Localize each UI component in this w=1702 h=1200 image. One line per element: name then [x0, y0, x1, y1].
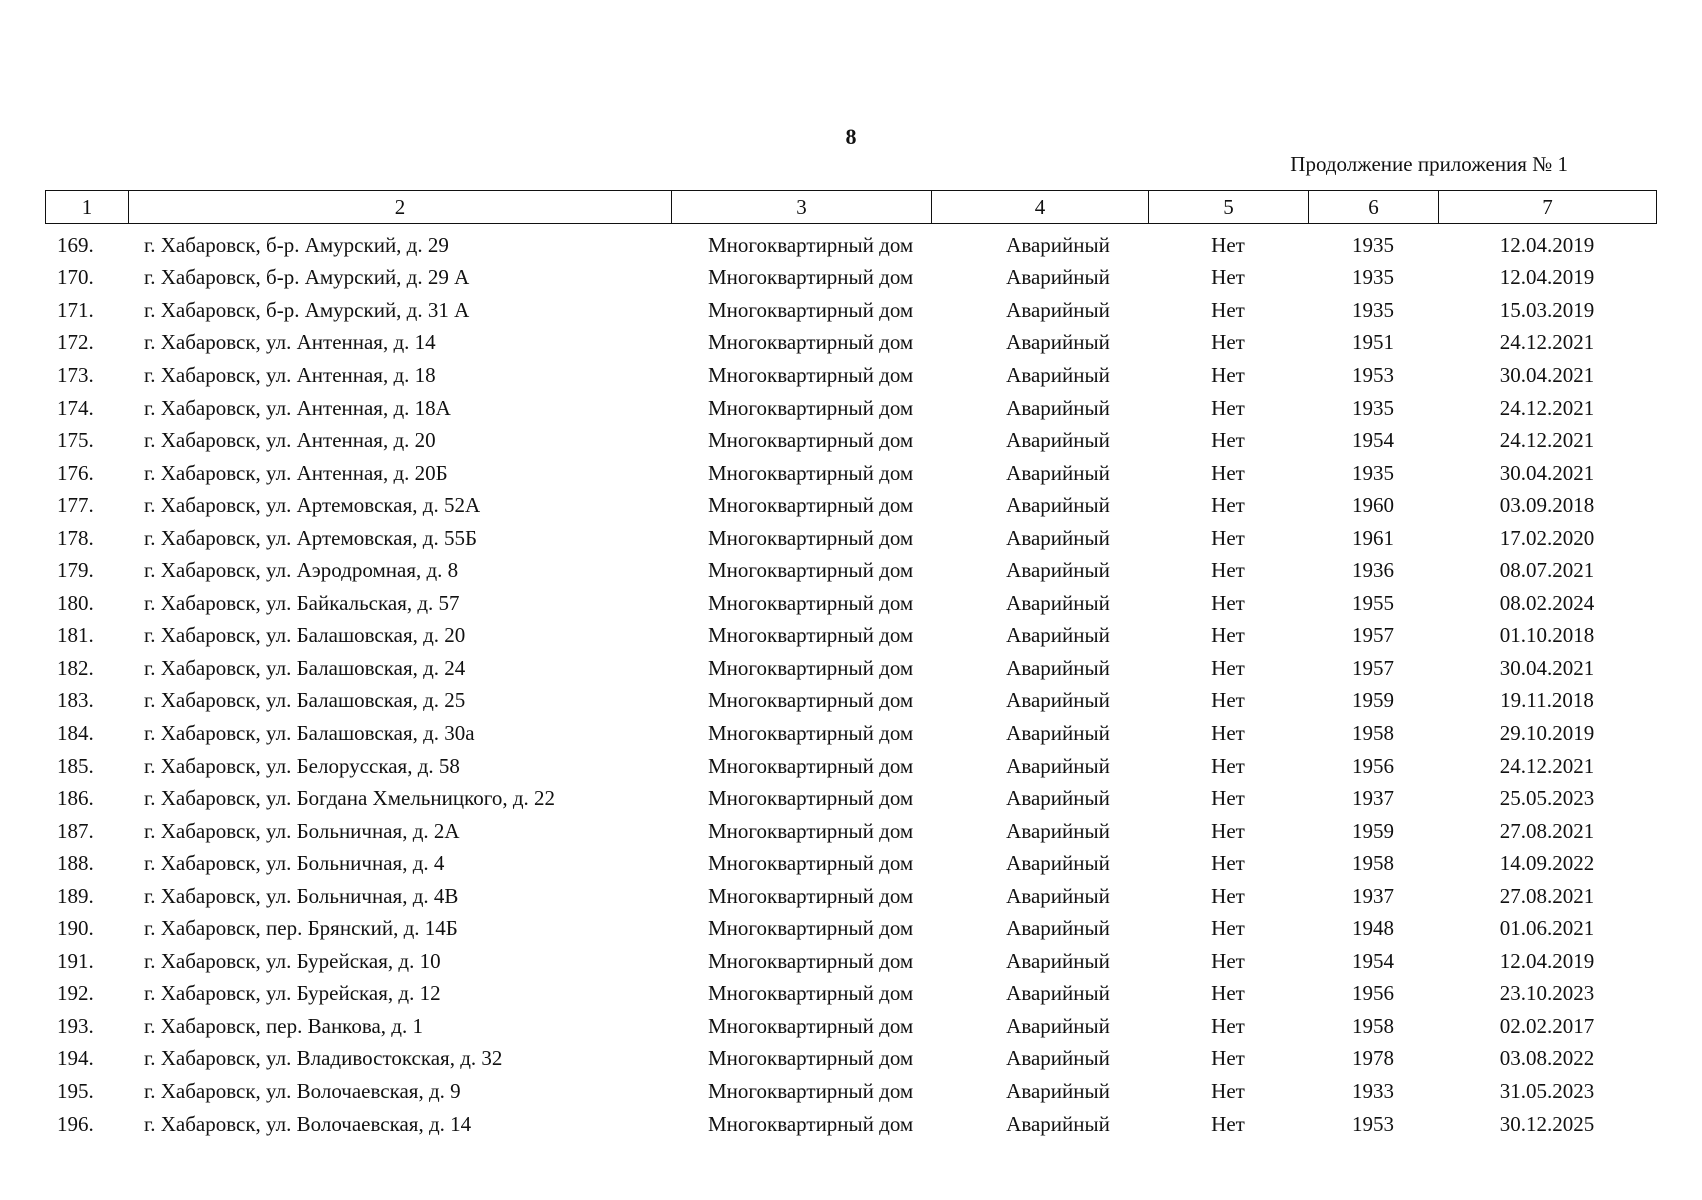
- row-address: г. Хабаровск, ул. Балашовская, д. 30а: [144, 720, 475, 745]
- row-date: 08.07.2021: [1499, 558, 1595, 583]
- row-status: Аварийный: [1006, 786, 1110, 811]
- table-row: [45, 1108, 1656, 1141]
- row-date: 27.08.2021: [1499, 818, 1595, 843]
- page-number: 8: [845, 124, 857, 149]
- row-year: 1957: [1352, 623, 1394, 648]
- row-number: 180.: [57, 590, 94, 615]
- row-date: 19.11.2018: [1500, 688, 1594, 713]
- row-address: г. Хабаровск, ул. Белорусская, д. 58: [144, 753, 460, 778]
- row-date: 29.10.2019: [1499, 720, 1595, 745]
- table-row: [45, 945, 1656, 978]
- appendix-continuation-note: Продолжение приложения № 1: [1290, 152, 1568, 176]
- row-building-type: Многоквартирный дом: [708, 525, 914, 550]
- row-address: г. Хабаровск, ул. Больничная, д. 2А: [144, 818, 460, 843]
- row-status: Аварийный: [1006, 395, 1110, 420]
- row-flag: Нет: [1211, 883, 1245, 908]
- column-header-1: 1: [46, 191, 129, 224]
- row-building-type: Многоквартирный дом: [708, 330, 914, 355]
- row-date: 01.10.2018: [1499, 623, 1595, 648]
- row-address: г. Хабаровск, ул. Антенная, д. 20Б: [144, 460, 448, 485]
- row-building-type: Многоквартирный дом: [708, 428, 914, 453]
- row-date: 30.12.2025: [1499, 1111, 1595, 1136]
- table-row: [45, 1075, 1656, 1108]
- row-address: г. Хабаровск, ул. Антенная, д. 18А: [144, 395, 451, 420]
- table-row: [45, 717, 1656, 750]
- row-building-type: Многоквартирный дом: [708, 916, 914, 941]
- row-flag: Нет: [1211, 493, 1245, 518]
- table-row: [45, 229, 1656, 262]
- row-building-type: Многоквартирный дом: [708, 883, 914, 908]
- row-number: 178.: [57, 525, 94, 550]
- table-row: [45, 489, 1656, 522]
- row-year: 1951: [1352, 330, 1394, 355]
- column-header-6: 6: [1309, 191, 1439, 224]
- table-row: [45, 620, 1656, 653]
- row-number: 169.: [57, 232, 94, 257]
- row-building-type: Многоквартирный дом: [708, 720, 914, 745]
- table-row: [45, 782, 1656, 815]
- row-status: Аварийный: [1006, 362, 1110, 387]
- row-status: Аварийный: [1006, 688, 1110, 713]
- row-address: г. Хабаровск, ул. Антенная, д. 20: [144, 428, 436, 453]
- row-number: 194.: [57, 1046, 94, 1071]
- row-flag: Нет: [1211, 428, 1245, 453]
- row-address: г. Хабаровск, ул. Волочаевская, д. 14: [144, 1111, 472, 1136]
- row-flag: Нет: [1211, 590, 1245, 615]
- row-address: г. Хабаровск, ул. Богдана Хмельницкого, д. 22: [144, 786, 556, 811]
- row-year: 1935: [1352, 265, 1394, 290]
- row-flag: Нет: [1211, 623, 1245, 648]
- row-address: г. Хабаровск, б-р. Амурский, д. 31 А: [144, 297, 470, 322]
- row-date: 27.08.2021: [1499, 883, 1595, 908]
- row-year: 1958: [1352, 720, 1394, 745]
- row-building-type: Многоквартирный дом: [708, 753, 914, 778]
- row-address: г. Хабаровск, б-р. Амурский, д. 29 А: [144, 265, 470, 290]
- row-building-type: Многоквартирный дом: [708, 265, 914, 290]
- row-flag: Нет: [1211, 1078, 1245, 1103]
- row-status: Аварийный: [1006, 1111, 1110, 1136]
- row-number: 192.: [57, 981, 94, 1006]
- row-flag: Нет: [1211, 232, 1245, 257]
- row-date: 12.04.2019: [1499, 265, 1595, 290]
- row-flag: Нет: [1211, 330, 1245, 355]
- row-flag: Нет: [1211, 818, 1245, 843]
- row-year: 1935: [1352, 232, 1394, 257]
- row-year: 1961: [1352, 525, 1394, 550]
- row-flag: Нет: [1211, 753, 1245, 778]
- row-building-type: Многоквартирный дом: [708, 786, 914, 811]
- row-building-type: Многоквартирный дом: [708, 948, 914, 973]
- row-date: 14.09.2022: [1499, 851, 1595, 876]
- row-building-type: Многоквартирный дом: [708, 297, 914, 322]
- row-building-type: Многоквартирный дом: [708, 623, 914, 648]
- row-year: 1954: [1352, 948, 1394, 973]
- row-number: 195.: [57, 1078, 94, 1103]
- row-status: Аварийный: [1006, 232, 1110, 257]
- row-status: Аварийный: [1006, 948, 1110, 973]
- row-status: Аварийный: [1006, 558, 1110, 583]
- row-year: 1958: [1352, 1013, 1394, 1038]
- row-date: 17.02.2020: [1499, 525, 1595, 550]
- table-row: [45, 750, 1656, 783]
- row-address: г. Хабаровск, ул. Балашовская, д. 20: [144, 623, 466, 648]
- row-year: 1933: [1352, 1078, 1394, 1103]
- row-status: Аварийный: [1006, 753, 1110, 778]
- row-building-type: Многоквартирный дом: [708, 232, 914, 257]
- row-date: 03.08.2022: [1499, 1046, 1595, 1071]
- row-year: 1937: [1352, 786, 1394, 811]
- column-header-7: 7: [1439, 191, 1657, 224]
- row-number: 191.: [57, 948, 94, 973]
- row-address: г. Хабаровск, ул. Байкальская, д. 57: [144, 590, 460, 615]
- column-header-5: 5: [1149, 191, 1309, 224]
- row-number: 189.: [57, 883, 94, 908]
- row-year: 1957: [1352, 655, 1394, 680]
- row-building-type: Многоквартирный дом: [708, 818, 914, 843]
- row-building-type: Многоквартирный дом: [708, 655, 914, 680]
- table-row: [45, 978, 1656, 1011]
- row-address: г. Хабаровск, пер. Ванкова, д. 1: [144, 1013, 423, 1038]
- row-number: 176.: [57, 460, 94, 485]
- row-year: 1955: [1352, 590, 1394, 615]
- row-date: 25.05.2023: [1499, 786, 1595, 811]
- row-flag: Нет: [1211, 851, 1245, 876]
- row-building-type: Многоквартирный дом: [708, 558, 914, 583]
- column-header-2: 2: [129, 191, 672, 224]
- row-status: Аварийный: [1006, 265, 1110, 290]
- table-row: [45, 327, 1656, 360]
- row-status: Аварийный: [1006, 851, 1110, 876]
- row-year: 1956: [1352, 753, 1394, 778]
- row-status: Аварийный: [1006, 1046, 1110, 1071]
- row-status: Аварийный: [1006, 1078, 1110, 1103]
- row-date: 24.12.2021: [1499, 330, 1595, 355]
- table-row: [45, 880, 1656, 913]
- row-year: 1935: [1352, 395, 1394, 420]
- row-number: 187.: [57, 818, 94, 843]
- row-number: 196.: [57, 1111, 94, 1136]
- row-status: Аварийный: [1006, 330, 1110, 355]
- row-address: г. Хабаровск, ул. Артемовская, д. 52А: [144, 493, 481, 518]
- row-address: г. Хабаровск, ул. Артемовская, д. 55Б: [144, 525, 478, 550]
- row-date: 01.06.2021: [1499, 916, 1595, 941]
- row-building-type: Многоквартирный дом: [708, 851, 914, 876]
- row-building-type: Многоквартирный дом: [708, 1013, 914, 1038]
- row-status: Аварийный: [1006, 981, 1110, 1006]
- row-building-type: Многоквартирный дом: [708, 590, 914, 615]
- row-address: г. Хабаровск, ул. Аэродромная, д. 8: [144, 558, 459, 583]
- row-year: 1937: [1352, 883, 1394, 908]
- row-status: Аварийный: [1006, 818, 1110, 843]
- row-number: 170.: [57, 265, 94, 290]
- row-address: г. Хабаровск, б-р. Амурский, д. 29: [144, 232, 449, 257]
- row-building-type: Многоквартирный дом: [708, 493, 914, 518]
- row-flag: Нет: [1211, 1046, 1245, 1071]
- row-status: Аварийный: [1006, 720, 1110, 745]
- table-row: [45, 847, 1656, 880]
- row-date: 24.12.2021: [1499, 395, 1595, 420]
- row-status: Аварийный: [1006, 623, 1110, 648]
- row-address: г. Хабаровск, ул. Владивостокская, д. 32: [144, 1046, 503, 1071]
- row-date: 12.04.2019: [1499, 232, 1595, 257]
- row-status: Аварийный: [1006, 916, 1110, 941]
- row-address: г. Хабаровск, ул. Бурейская, д. 10: [144, 948, 441, 973]
- table-row: [45, 522, 1656, 555]
- row-address: г. Хабаровск, ул. Антенная, д. 14: [144, 330, 436, 355]
- table-row: [45, 685, 1656, 718]
- row-status: Аварийный: [1006, 493, 1110, 518]
- row-date: 12.04.2019: [1499, 948, 1595, 973]
- row-status: Аварийный: [1006, 525, 1110, 550]
- row-year: 1936: [1352, 558, 1394, 583]
- row-year: 1953: [1352, 1111, 1394, 1136]
- row-flag: Нет: [1211, 525, 1245, 550]
- row-year: 1960: [1352, 493, 1394, 518]
- column-header-4: 4: [932, 191, 1149, 224]
- row-number: 193.: [57, 1013, 94, 1038]
- row-year: 1954: [1352, 428, 1394, 453]
- row-address: г. Хабаровск, ул. Балашовская, д. 25: [144, 688, 466, 713]
- row-flag: Нет: [1211, 786, 1245, 811]
- row-date: 30.04.2021: [1499, 362, 1595, 387]
- row-year: 1935: [1352, 460, 1394, 485]
- table-row: [45, 1010, 1656, 1043]
- row-address: г. Хабаровск, ул. Балашовская, д. 24: [144, 655, 466, 680]
- row-status: Аварийный: [1006, 655, 1110, 680]
- row-building-type: Многоквартирный дом: [708, 688, 914, 713]
- row-flag: Нет: [1211, 362, 1245, 387]
- row-number: 188.: [57, 851, 94, 876]
- row-flag: Нет: [1211, 948, 1245, 973]
- row-address: г. Хабаровск, пер. Брянский, д. 14Б: [144, 916, 458, 941]
- row-number: 181.: [57, 623, 94, 648]
- row-flag: Нет: [1211, 916, 1245, 941]
- row-address: г. Хабаровск, ул. Больничная, д. 4В: [144, 883, 459, 908]
- row-flag: Нет: [1211, 265, 1245, 290]
- row-number: 190.: [57, 916, 94, 941]
- row-number: 185.: [57, 753, 94, 778]
- row-building-type: Многоквартирный дом: [708, 1078, 914, 1103]
- row-year: 1959: [1352, 818, 1394, 843]
- table-row: [45, 1043, 1656, 1076]
- row-flag: Нет: [1211, 395, 1245, 420]
- table-body: [45, 229, 1656, 1140]
- row-flag: Нет: [1211, 558, 1245, 583]
- row-building-type: Многоквартирный дом: [708, 460, 914, 485]
- row-number: 186.: [57, 786, 94, 811]
- column-header-3: 3: [672, 191, 932, 224]
- row-flag: Нет: [1211, 297, 1245, 322]
- row-flag: Нет: [1211, 720, 1245, 745]
- row-year: 1953: [1352, 362, 1394, 387]
- row-number: 184.: [57, 720, 94, 745]
- row-flag: Нет: [1211, 981, 1245, 1006]
- row-date: 24.12.2021: [1499, 428, 1595, 453]
- row-building-type: Многоквартирный дом: [708, 1111, 914, 1136]
- row-date: 15.03.2019: [1499, 297, 1595, 322]
- row-date: 23.10.2023: [1499, 981, 1595, 1006]
- row-year: 1978: [1352, 1046, 1394, 1071]
- row-address: г. Хабаровск, ул. Волочаевская, д. 9: [144, 1078, 461, 1103]
- table-row: [45, 815, 1656, 848]
- table-row: [45, 294, 1656, 327]
- row-number: 179.: [57, 558, 94, 583]
- row-year: 1958: [1352, 851, 1394, 876]
- row-address: г. Хабаровск, ул. Больничная, д. 4: [144, 851, 445, 876]
- table-row: [45, 424, 1656, 457]
- row-status: Аварийный: [1006, 590, 1110, 615]
- row-status: Аварийный: [1006, 883, 1110, 908]
- row-year: 1956: [1352, 981, 1394, 1006]
- row-number: 173.: [57, 362, 94, 387]
- table-row: [45, 652, 1656, 685]
- table-row: [45, 587, 1656, 620]
- row-date: 30.04.2021: [1499, 460, 1595, 485]
- row-flag: Нет: [1211, 1013, 1245, 1038]
- row-number: 175.: [57, 428, 94, 453]
- table-row: [45, 262, 1656, 295]
- row-date: 02.02.2017: [1499, 1013, 1595, 1038]
- row-number: 183.: [57, 688, 94, 713]
- row-number: 182.: [57, 655, 94, 680]
- row-number: 171.: [57, 297, 94, 322]
- row-year: 1948: [1352, 916, 1394, 941]
- row-flag: Нет: [1211, 655, 1245, 680]
- building-list-table: [45, 229, 1656, 1140]
- row-date: 24.12.2021: [1499, 753, 1595, 778]
- row-flag: Нет: [1211, 1111, 1245, 1136]
- row-building-type: Многоквартирный дом: [708, 395, 914, 420]
- row-status: Аварийный: [1006, 297, 1110, 322]
- table-row: [45, 457, 1656, 490]
- row-status: Аварийный: [1006, 1013, 1110, 1038]
- table-row: [45, 392, 1656, 425]
- row-address: г. Хабаровск, ул. Антенная, д. 18: [144, 362, 436, 387]
- row-building-type: Многоквартирный дом: [708, 362, 914, 387]
- row-status: Аварийный: [1006, 428, 1110, 453]
- row-flag: Нет: [1211, 460, 1245, 485]
- row-building-type: Многоквартирный дом: [708, 1046, 914, 1071]
- row-year: 1959: [1352, 688, 1394, 713]
- row-number: 172.: [57, 330, 94, 355]
- row-date: 30.04.2021: [1499, 655, 1595, 680]
- row-number: 174.: [57, 395, 94, 420]
- row-building-type: Многоквартирный дом: [708, 981, 914, 1006]
- row-number: 177.: [57, 493, 94, 518]
- row-date: 08.02.2024: [1499, 590, 1595, 615]
- table-row: [45, 554, 1656, 587]
- row-flag: Нет: [1211, 688, 1245, 713]
- table-row: [45, 912, 1656, 945]
- row-date: 03.09.2018: [1499, 493, 1595, 518]
- table-row: [45, 359, 1656, 392]
- row-address: г. Хабаровск, ул. Бурейская, д. 12: [144, 981, 441, 1006]
- column-header-row: [45, 190, 1657, 224]
- row-date: 31.05.2023: [1499, 1078, 1595, 1103]
- row-year: 1935: [1352, 297, 1394, 322]
- row-status: Аварийный: [1006, 460, 1110, 485]
